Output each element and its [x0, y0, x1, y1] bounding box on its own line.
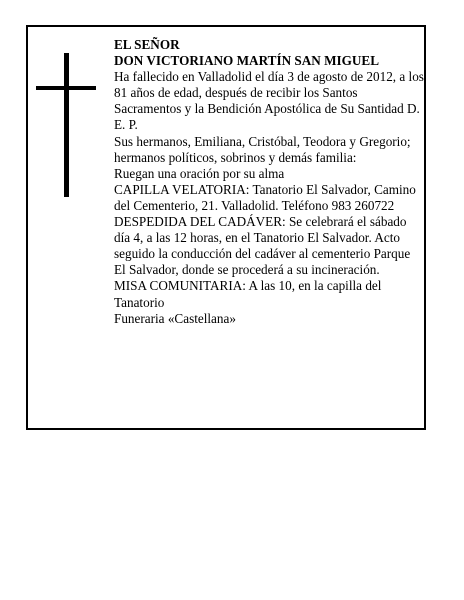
death-announcement: Ha fallecido en Valladolid el día 3 de agosto de 2012, a los 81 años de edad, después de recibir los Santos Sacramentos y la Bendición Apostólica de Su Santidad D. E. P. — [114, 69, 424, 133]
wake-chapel-info: CAPILLA VELATORIA: Tanatorio El Salvador, Camino del Cementerio, 21. Valladolid. Teléfono 983 260722 — [114, 181, 416, 213]
cross-icon — [36, 53, 96, 197]
family-mourners: Sus hermanos, Emiliana, Cristóbal, Teodora y Gregorio; hermanos políticos, sobrinos y demás familia: — [114, 133, 411, 165]
obituary-text — [114, 37, 424, 327]
cross-horizontal-bar — [36, 86, 96, 90]
prayer-request: Ruegan una oración por su alma — [114, 165, 285, 181]
funeral-home: Funeraria «Castellana» — [114, 310, 236, 326]
deceased-name: DON VICTORIANO MARTÍN SAN MIGUEL — [114, 53, 380, 69]
cross-vertical-bar — [64, 53, 69, 197]
farewell-info: DESPEDIDA DEL CADÁVER: Se celebrará el sábado día 4, a las 12 horas, en el Tanatorio El Salvador. Acto seguido la conducción del cadáver al cementerio Parque El Salvador, donde se procederá a su incineración. — [114, 214, 411, 278]
notice-title-line-1: EL SEÑOR — [114, 37, 180, 52]
community-mass-info: MISA COMUNITARIA: A las 10, en la capilla del Tanatorio — [114, 278, 382, 310]
